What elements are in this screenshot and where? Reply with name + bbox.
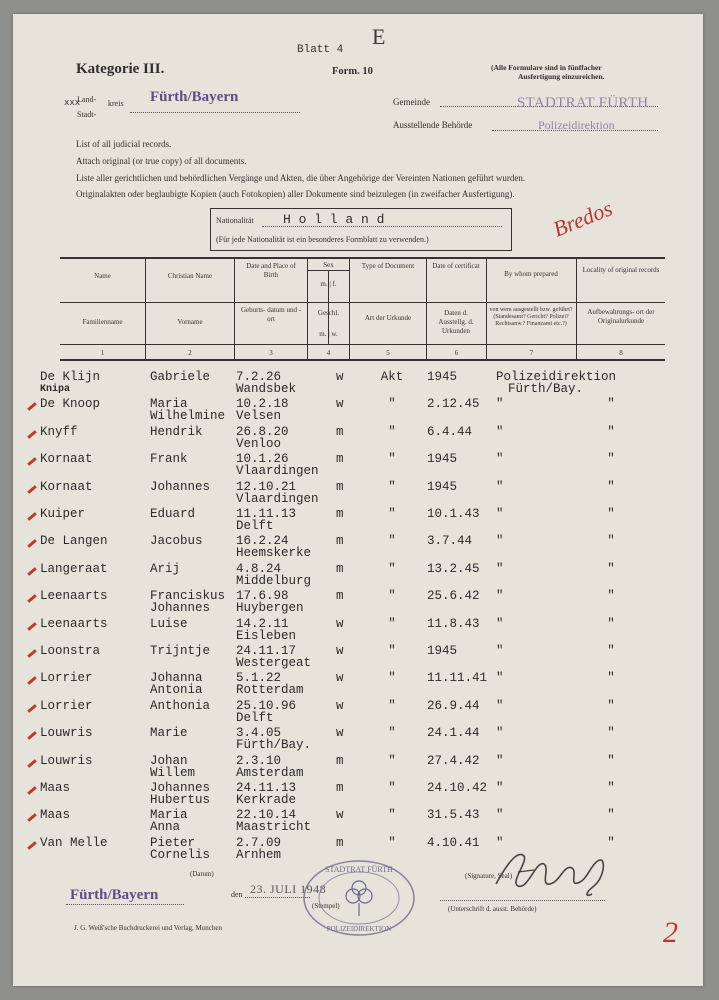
row-sex: m [336, 754, 344, 768]
row-place: Arnhem [236, 848, 282, 862]
row-place: Amsterdam [236, 766, 304, 780]
row-place: Delft [236, 711, 274, 725]
row-date: 5.1.22 [236, 671, 282, 685]
row-name: De Knoop [40, 397, 101, 411]
row-date: 10.2.18 [236, 397, 289, 411]
row-by2: Fürth/Bay. [508, 382, 584, 396]
row-by: " [496, 836, 504, 850]
row-loc: " [607, 644, 615, 658]
form-number: Form. 10 [332, 66, 373, 77]
row-doc: " [388, 808, 396, 822]
row-doc: " [388, 397, 396, 411]
row-by: " [496, 644, 504, 658]
col-divider-4 [349, 257, 350, 361]
row-loc: " [607, 534, 615, 548]
row-first: Luise [150, 617, 188, 631]
col-christian-de: Vorname [177, 318, 203, 326]
row-cert: 27.4.42 [427, 754, 480, 768]
row-first2: Cornelis [150, 848, 211, 862]
row-cert: 24.1.44 [427, 726, 480, 740]
instruction-1: List of all judicial records. [76, 139, 172, 149]
row-doc: " [388, 562, 396, 576]
row-date: 4.8.24 [236, 562, 282, 576]
row-date: 26.8.20 [236, 425, 289, 439]
row-name: Leenaarts [40, 589, 108, 603]
row-date: 7.2.26 [236, 370, 282, 384]
stempel-label: (Stempel) [312, 902, 340, 910]
row-by: " [496, 781, 504, 795]
row-sex: m [336, 781, 344, 795]
row-sex: m [336, 534, 344, 548]
row-first2: Wilhelmine [150, 409, 226, 423]
row-place: Middelburg [236, 574, 312, 588]
row-cert: 1945 [427, 644, 458, 658]
row-place: Rotterdam [236, 683, 304, 697]
row-by: Polizeidirektion [496, 370, 617, 384]
row-name: Lorrier [40, 699, 93, 713]
row-sex: w [336, 644, 344, 658]
col-num-8: 8 [619, 349, 623, 357]
row-doc: " [388, 425, 396, 439]
row-first2: Hubertus [150, 793, 211, 807]
row-doc: " [388, 589, 396, 603]
row-loc: " [607, 507, 615, 521]
blatt-label: Blatt 4 [297, 44, 344, 56]
row-first: Gabriele [150, 370, 211, 384]
row-cert: 11.8.43 [427, 617, 480, 631]
row-cert: 1945 [427, 480, 458, 494]
col-loc-de: Aufbewahrungs- ort der Originalurkunde [587, 308, 655, 325]
row-first: Arij [150, 562, 181, 576]
datum-label: (Datum) [190, 870, 214, 878]
row-sex: w [336, 397, 344, 411]
col-num-6: 6 [454, 349, 459, 357]
col-loc-en: Locality of original records [582, 266, 660, 274]
row-name: De Langen [40, 534, 108, 548]
row-first: Anthonia [150, 699, 211, 713]
row-date: 14.2.11 [236, 617, 289, 631]
row-date: 3.4.05 [236, 726, 282, 740]
row-loc: " [607, 836, 615, 850]
row-loc: " [607, 425, 615, 439]
col-by-de: von wem ausgestellt bzw. geführt? (Standesamt? Gericht? Polizei? Rechtsanw.? Finanzamt etc.?) [489, 307, 573, 327]
handwritten-signature [488, 842, 618, 902]
row-first2: Willem [150, 766, 196, 780]
row-first: Franciskus [150, 589, 226, 603]
row-by: " [496, 754, 504, 768]
row-name: De Klijn [40, 370, 101, 384]
row-sex: m [336, 425, 344, 439]
row-place: Wandsbek [236, 382, 297, 396]
col-sex-de: Geschl. [317, 309, 340, 317]
col-num-5: 5 [386, 349, 390, 357]
row-cert: 13.2.45 [427, 562, 480, 576]
row-by: " [496, 480, 504, 494]
col-name-en: Name [94, 272, 111, 280]
signature-dotline [440, 900, 605, 901]
row-by: " [496, 507, 504, 521]
row-loc: " [607, 452, 615, 466]
row-cert: 31.5.43 [427, 808, 480, 822]
signature-label: (Signature, Seal) [465, 872, 513, 880]
row-sex: w [336, 370, 344, 384]
row-doc: " [388, 617, 396, 631]
col-num-4: 4 [326, 349, 331, 357]
col-sex-sub-de: m. | w. [319, 330, 338, 338]
row-place: Maastricht [236, 820, 312, 834]
row-doc: " [388, 836, 396, 850]
row-cert: 1945 [427, 370, 458, 384]
row-doc: " [388, 644, 396, 658]
col-cert-en: Date of certificat [432, 262, 480, 270]
col-sex-sub-en: m. | f. [320, 280, 337, 288]
row-cert: 3.7.44 [427, 534, 473, 548]
row-sex: m [336, 452, 344, 466]
unterschrift-label: (Unterschrift d. ausst. Behörde) [448, 905, 537, 913]
row-first: Jacobus [150, 534, 203, 548]
red-handwritten-note: Bredos [549, 195, 616, 242]
row-loc: " [607, 699, 615, 713]
row-first: Johan [150, 754, 188, 768]
row-by: " [496, 699, 504, 713]
row-sex: w [336, 617, 344, 631]
row-doc: " [388, 671, 396, 685]
row-sex: w [336, 699, 344, 713]
row-place: Fürth/Bay. [236, 738, 312, 752]
row-name: Louwris [40, 754, 93, 768]
seal-bottom-text: POLIZEIDIREKTION [326, 925, 392, 933]
row-date: 2.3.10 [236, 754, 282, 768]
kategorie-title: Kategorie III. [76, 61, 165, 77]
row-cert: 26.9.44 [427, 699, 480, 713]
row-first: Hendrik [150, 425, 203, 439]
row-loc: " [607, 589, 615, 603]
row-date: 16.2.24 [236, 534, 289, 548]
row-date: 12.10.21 [236, 480, 297, 494]
row-sex: m [336, 562, 344, 576]
instruction-3: Liste aller gerichtlichen und behördlichen Vergänge und Akten, die über Angehörige der Vereinten Nationen geführt wurden. [76, 173, 526, 183]
row-date: 22.10.14 [236, 808, 297, 822]
row-loc: " [607, 617, 615, 631]
gemeinde-stamp: STADTRAT FÜRTH [517, 95, 649, 111]
land-label: Land- [77, 95, 97, 104]
row-by: " [496, 425, 504, 439]
row-date: 25.10.96 [236, 699, 297, 713]
col-by-en: By whom prepared [504, 270, 558, 278]
nationality-value: H o l l a n d [283, 212, 385, 227]
note-line-1: (Alle Formulare sind in fünffacher [491, 63, 602, 72]
row-name: Knyff [40, 425, 78, 439]
kreis-dotline [130, 112, 300, 113]
col-doc-en: Type of Document [361, 262, 415, 270]
footer-place-dotline [66, 904, 184, 905]
row-name: Loonstra [40, 644, 101, 658]
row-doc: Akt [380, 370, 404, 384]
table-mid-border [60, 302, 665, 303]
row-date: 24.11.17 [236, 644, 297, 658]
col-num-3: 3 [269, 349, 273, 357]
instruction-2: Attach original (or true copy) of all documents. [76, 156, 247, 166]
row-sex: w [336, 808, 344, 822]
row-place: Eisleben [236, 629, 297, 643]
crossed-out-text: xxx [64, 98, 81, 108]
footer-place-stamp: Fürth/Bayern [70, 887, 159, 903]
row-first: Trijntje [150, 644, 211, 658]
row-cert: 4.10.41 [427, 836, 480, 850]
row-name: Maas [40, 808, 71, 822]
den-label: den [231, 890, 243, 899]
row-first: Johannes [150, 781, 211, 795]
row-doc: " [388, 754, 396, 768]
row-place: Vlaardingen [236, 464, 319, 478]
row-cert: 6.4.44 [427, 425, 473, 439]
row-cert: 1945 [427, 452, 458, 466]
row-by: " [496, 397, 504, 411]
row-first2: Johannes [150, 601, 211, 615]
row-by: " [496, 562, 504, 576]
row-by: " [496, 726, 504, 740]
row-doc: " [388, 726, 396, 740]
date-stamp: 23. JULI 1948 [250, 882, 327, 896]
row-name: Lorrier [40, 671, 93, 685]
row-cert: 11.11.41 [427, 671, 488, 685]
row-place: Kerkrade [236, 793, 297, 807]
col-divider-2 [234, 257, 235, 361]
row-place: Venloo [236, 437, 282, 451]
col-name-de: Familienname [82, 318, 123, 326]
sex-subline [308, 270, 349, 271]
row-name: Langeraat [40, 562, 108, 576]
row-by: " [496, 617, 504, 631]
row-sex: w [336, 726, 344, 740]
col-cert-de: Daten d. Ausstellg. d. Urkunden [438, 309, 474, 335]
row-loc: " [607, 754, 615, 768]
row-first: Maria [150, 808, 188, 822]
official-seal [300, 858, 418, 938]
col-num-1: 1 [100, 349, 105, 357]
col-num-2: 2 [188, 349, 192, 357]
row-date: 17.6.98 [236, 589, 289, 603]
row-place: Huybergen [236, 601, 304, 615]
row-date: 10.1.26 [236, 452, 289, 466]
row-loc: " [607, 726, 615, 740]
row-sex: m [336, 480, 344, 494]
row-doc: " [388, 534, 396, 548]
row-first: Johannes [150, 480, 211, 494]
row-first: Johanna [150, 671, 203, 685]
row-name2: Knipa [40, 384, 71, 395]
row-name: Louwris [40, 726, 93, 740]
row-by: " [496, 452, 504, 466]
row-cert: 2.12.45 [427, 397, 480, 411]
stadt-label: Stadt- [77, 110, 97, 119]
behoerde-label: Ausstellende Behörde [393, 120, 473, 130]
row-name: Van Melle [40, 836, 108, 850]
col-doc-de: Art der Urkunde [364, 314, 412, 322]
row-first: Frank [150, 452, 188, 466]
table-header-bottom [60, 344, 665, 345]
row-date: 2.7.09 [236, 836, 282, 850]
row-loc: " [607, 480, 615, 494]
row-place: Vlaardingen [236, 492, 319, 506]
row-by: " [496, 589, 504, 603]
row-loc: " [607, 808, 615, 822]
instruction-4: Originalakten oder beglaubigte Kopien (auch Fotokopien) aller Dokumente sind beizulegen (in zweifacher Ausfertigung). [76, 189, 515, 199]
col-birth-de: Geburts- datum und -ort [240, 306, 302, 323]
printer-imprint: J. G. Weiß'sche Buchdruckerei und Verlag, Munchen [74, 924, 222, 932]
row-name: Maas [40, 781, 71, 795]
behoerde-stamp: Polizeidirektion [538, 118, 615, 132]
row-name: Kornaat [40, 480, 93, 494]
row-name: Kuiper [40, 507, 86, 521]
row-doc: " [388, 781, 396, 795]
row-first2: Anna [150, 820, 181, 834]
gemeinde-label: Gemeinde [393, 97, 430, 107]
handwritten-letter: E [372, 24, 386, 49]
row-date: 11.11.13 [236, 507, 297, 521]
table-num-bottom [60, 359, 665, 361]
row-loc: " [607, 781, 615, 795]
row-place: Heemskerke [236, 546, 312, 560]
col-birth-en: Date and Place of Birth [246, 262, 296, 279]
row-first: Marie [150, 726, 188, 740]
row-name: Leenaarts [40, 617, 108, 631]
row-place: Westergeat [236, 656, 312, 670]
kreis-stamp: Fürth/Bayern [150, 89, 239, 105]
seal-top-text: STADTRAT FÜRTH [325, 865, 393, 874]
row-doc: " [388, 699, 396, 713]
row-doc: " [388, 452, 396, 466]
row-place: Velsen [236, 409, 282, 423]
col-divider-6 [486, 257, 487, 361]
row-sex: m [336, 836, 344, 850]
col-num-7: 7 [529, 349, 534, 357]
kreis-label: kreis [108, 99, 124, 108]
row-sex: w [336, 671, 344, 685]
red-page-mark: 2 [663, 916, 678, 949]
row-cert: 24.10.42 [427, 781, 488, 795]
row-place: Delft [236, 519, 274, 533]
row-sex: m [336, 589, 344, 603]
row-name: Kornaat [40, 452, 93, 466]
row-cert: 25.6.42 [427, 589, 480, 603]
row-loc: " [607, 671, 615, 685]
note-line-2: Ausfertigung einzureichen. [518, 72, 605, 81]
row-cert: 10.1.43 [427, 507, 480, 521]
row-by: " [496, 671, 504, 685]
col-divider-5 [426, 257, 427, 361]
row-doc: " [388, 507, 396, 521]
row-sex: m [336, 507, 344, 521]
nationality-note: (Für jede Nationalität ist ein besonderes Formblatt zu verwenden.) [216, 235, 429, 244]
row-loc: " [607, 562, 615, 576]
row-first2: Antonia [150, 683, 203, 697]
row-doc: " [388, 480, 396, 494]
nationality-label: Nationalität [216, 216, 254, 225]
col-sex-en: Sex [323, 261, 334, 269]
table-top-border [60, 257, 665, 259]
row-first: Eduard [150, 507, 196, 521]
row-by: " [496, 534, 504, 548]
col-divider-7 [576, 257, 577, 361]
row-first: Maria [150, 397, 188, 411]
row-date: 24.11.13 [236, 781, 297, 795]
row-first: Pieter [150, 836, 196, 850]
row-loc: " [607, 397, 615, 411]
row-by: " [496, 808, 504, 822]
col-christian-en: Christian Name [167, 272, 213, 280]
